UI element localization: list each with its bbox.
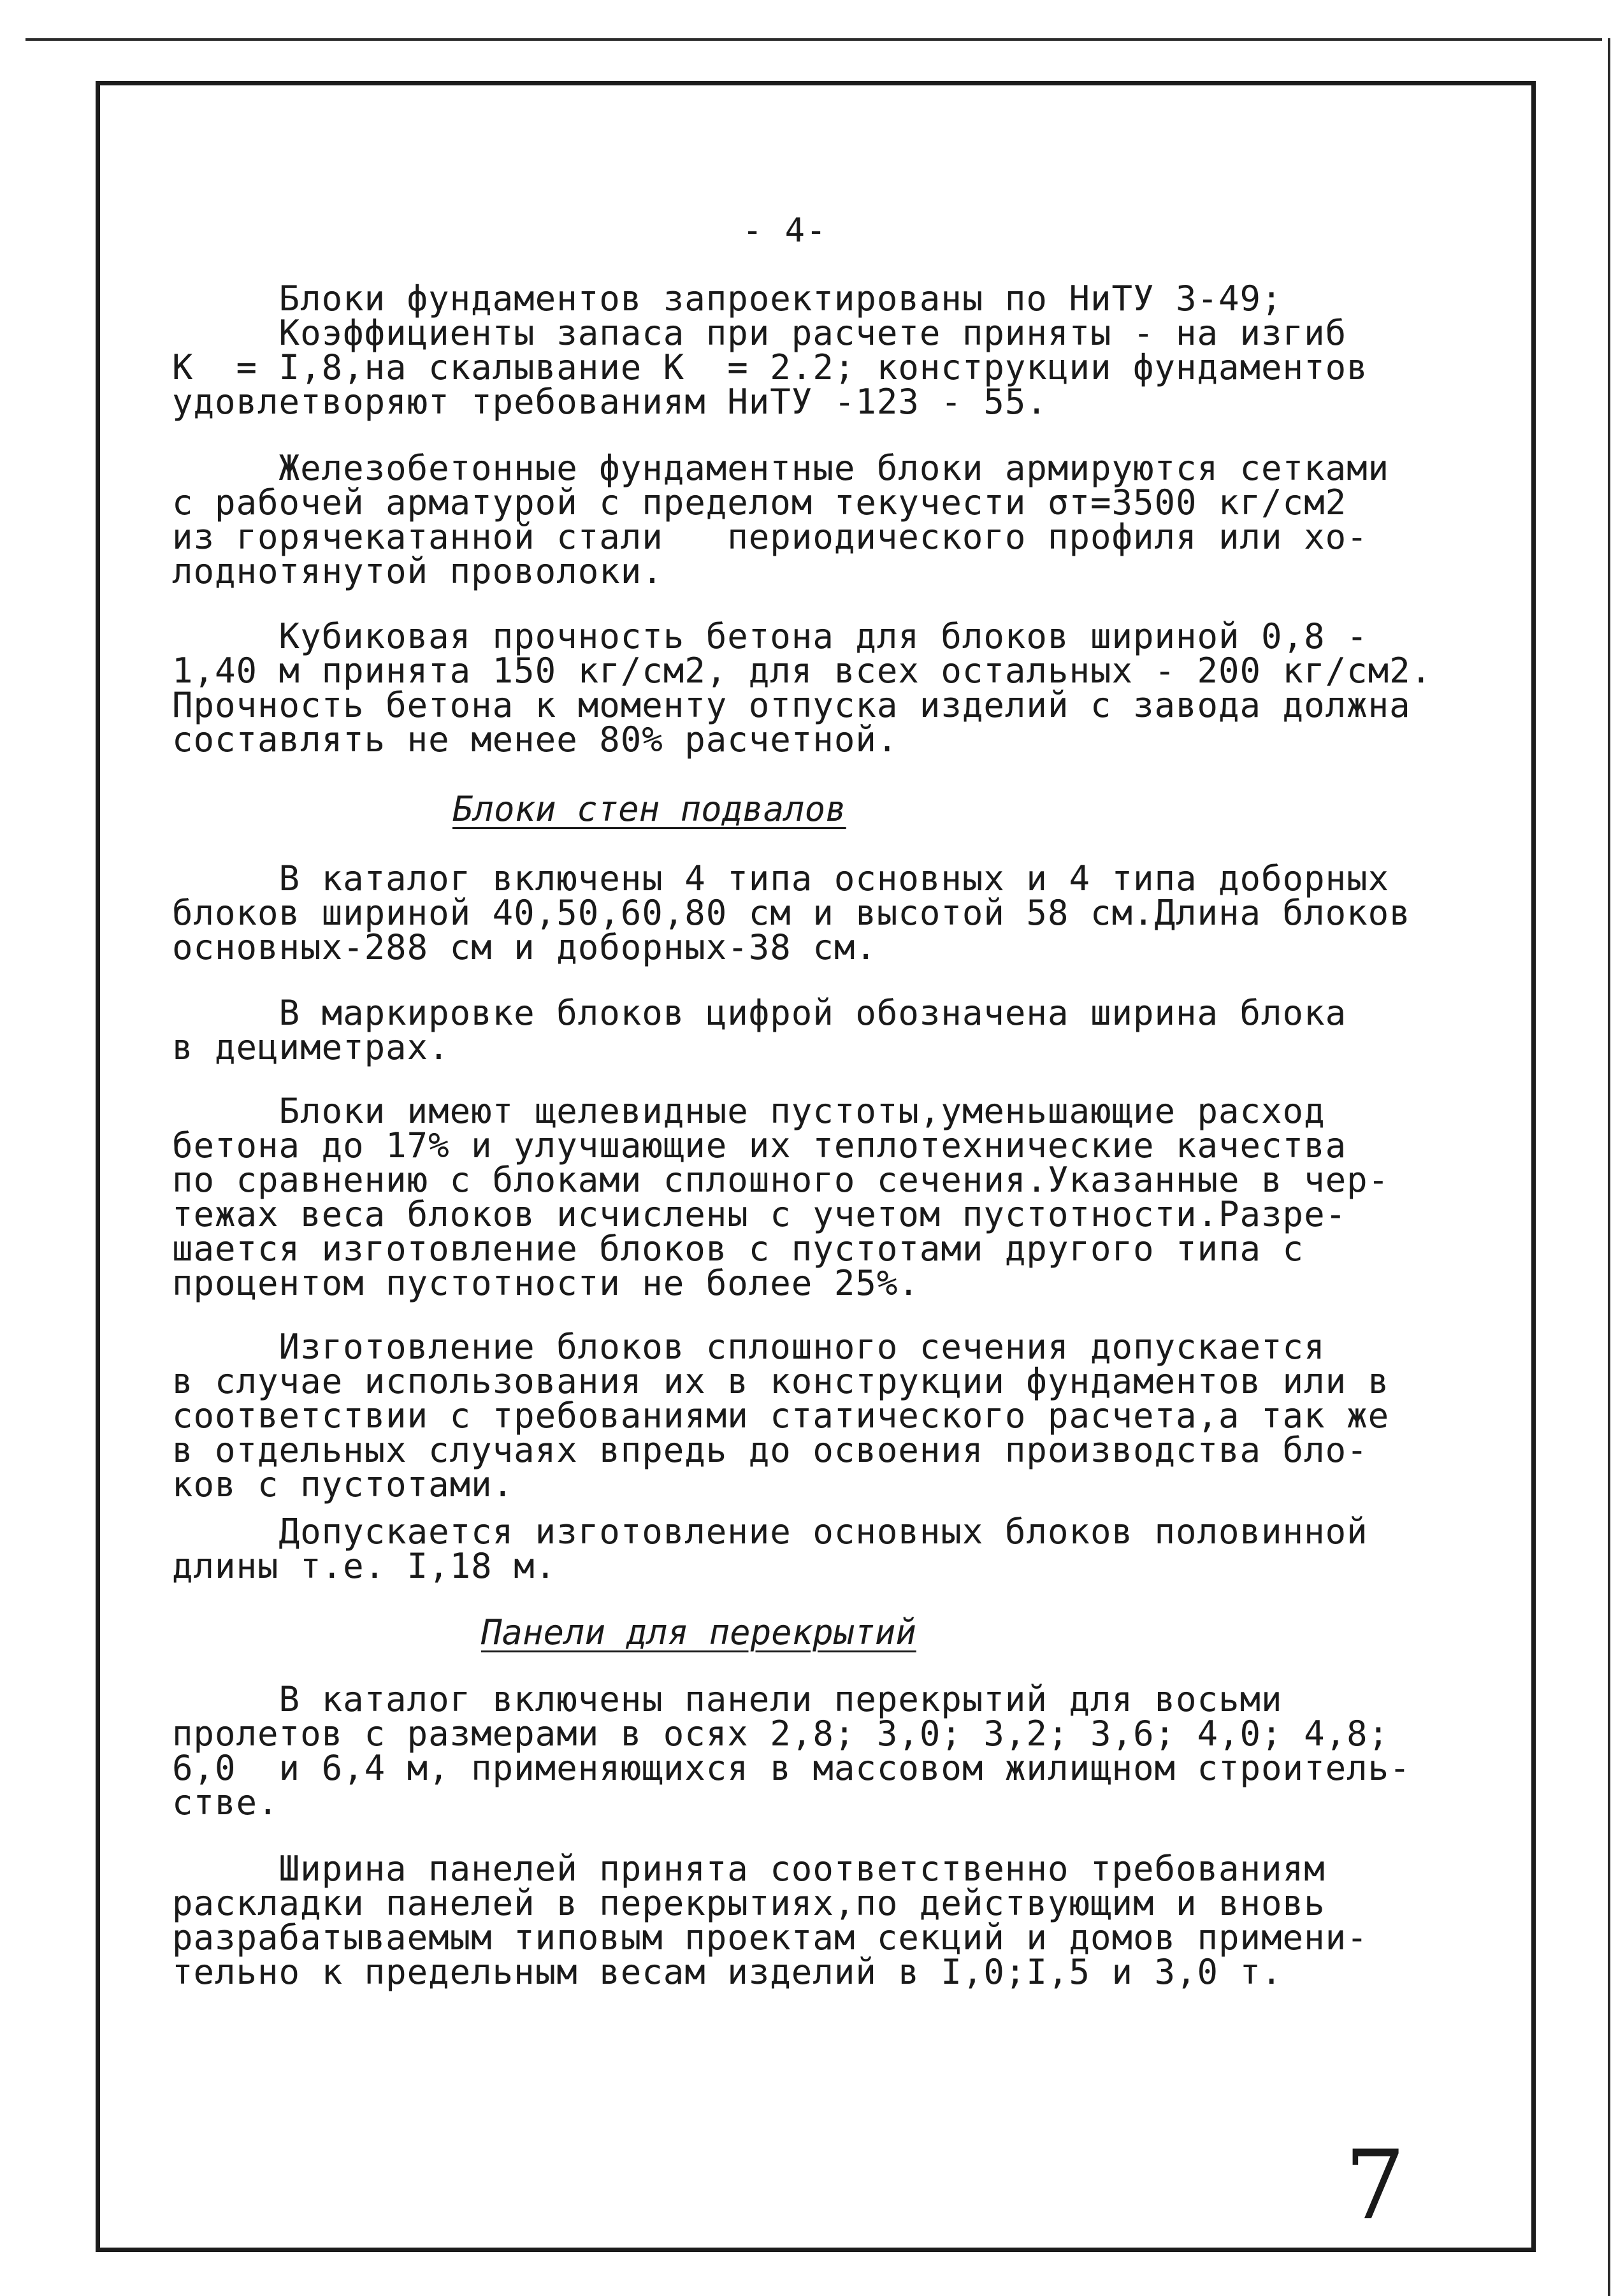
section-heading-floor-panels: Панели для перекрытий [481,1612,916,1652]
text-line: раскладки панелей в перекрытиях,по действующим и вновь [172,1883,1325,1923]
section-heading-basement-walls: Блоки стен подвалов [452,789,846,829]
text-line: с рабочей арматурой с пределом текучести σт=3500 кг/см2 [172,482,1347,523]
text-line: удовлетворяют требованиям НиТУ -123 - 55. [172,382,1048,422]
paragraph-solid-blocks [172,1327,1517,1505]
text-line: бетона до 17% и улучшающие их теплотехнические качества [172,1125,1347,1166]
text-line: в дециметрах. [172,1027,450,1067]
paragraph-panel-spans [172,1679,1517,1823]
text-line: 6,0 и 6,4 м, применяющихся в массовом жилищном строитель- [172,1748,1411,1788]
text-line: Блоки фундаментов запроектированы по НиТУ 3-49; [172,278,1283,319]
text-line: ков с пустотами. [172,1464,514,1505]
sheet-number: 7 [1345,2130,1406,2241]
text-line: 1,40 м принята 150 кг/см2, для всех остальных - 200 кг/см2. [172,651,1433,691]
paragraph-panel-width [172,1849,1517,1992]
paragraph-catalog-blocks [172,858,1517,967]
text-line: Кубиковая прочность бетона для блоков шириной 0,8 - [172,616,1368,656]
paragraph-foundation-blocks [172,278,1517,422]
text-line: в отдельных случаях впредь до освоения производства бло- [172,1430,1368,1470]
top-rule [25,38,1602,41]
text-line: лоднотянутой проволоки. [172,551,663,591]
text-line: К = I,8,на скалывание К = 2.2; конструкции фундаментов [172,347,1368,387]
paragraph-marking [172,993,1517,1067]
text-line: Прочность бетона к моменту отпуска изделий с завода должна [172,685,1411,725]
text-line: соответствии с требованиями статического расчета,а так же [172,1396,1390,1436]
text-line: В каталог включены панели перекрытий для восьми [172,1679,1283,1719]
text-line: разрабатываемым типовым проектам секций и домов примени- [172,1917,1368,1958]
text-line: из горячекатанной стали периодического профиля или хо- [172,517,1368,557]
text-line: шается изготовление блоков с пустотами другого типа с [172,1229,1304,1269]
text-line: тежах веса блоков исчислены с учетом пустотности.Разре- [172,1194,1347,1234]
paragraph-reinforcement [172,448,1517,591]
page-number: - 4- [742,212,828,250]
text-line: пролетов с размерами в осях 2,8; 3,0; 3,2; 3,6; 4,0; 4,8; [172,1714,1390,1754]
paragraph-voids [172,1091,1517,1303]
text-line: Ширина панелей принята соответственно требованиям [172,1849,1325,1889]
text-line: Допускается изготовление основных блоков половинной [172,1512,1368,1552]
paragraph-half-length [172,1512,1517,1586]
text-line: Коэффициенты запаса при расчете приняты - на изгиб [172,313,1347,353]
text-line: Блоки имеют щелевидные пустоты,уменьшающие расход [172,1091,1325,1131]
paragraph-concrete-strength [172,616,1517,760]
text-line: процентом пустотности не более 25%. [172,1263,920,1303]
text-line: составлять не менее 80% расчетной. [172,719,899,760]
text-line: в случае использования их в конструкции фундаментов или в [172,1361,1390,1401]
text-line: блоков шириной 40,50,60,80 см и высотой 58 см.Длина блоков [172,893,1411,933]
text-line: В каталог включены 4 типа основных и 4 типа доборных [172,858,1390,899]
text-line: тельно к предельным весам изделий в I,0;I,5 и 3,0 т. [172,1952,1283,1992]
text-line: Железобетонные фундаментные блоки армируются сетками [172,448,1390,488]
text-line: длины т.е. I,18 м. [172,1546,557,1586]
text-line: Изготовление блоков сплошного сечения допускается [172,1327,1325,1367]
text-line: В маркировке блоков цифрой обозначена ширина блока [172,993,1347,1033]
right-margin-rule [1608,38,1610,2296]
text-line: основных-288 см и доборных-38 см. [172,927,877,967]
text-line: по сравнению с блоками сплошного сечения.Указанные в чер- [172,1160,1390,1200]
text-line: стве. [172,1782,279,1823]
